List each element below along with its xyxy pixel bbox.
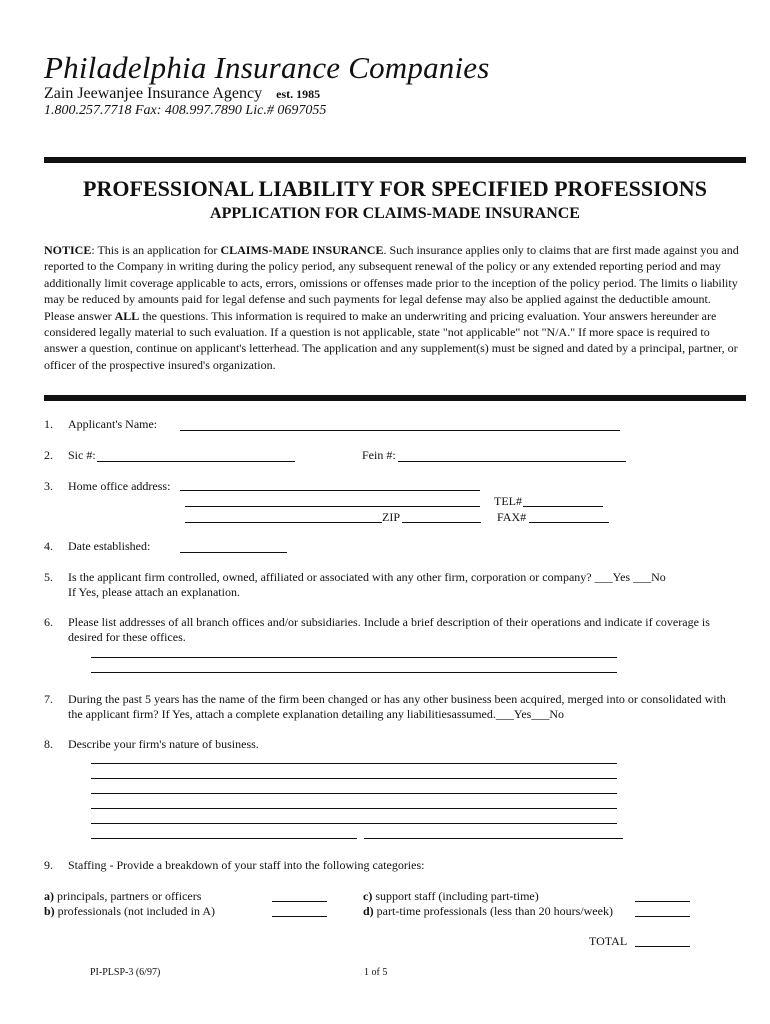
document-title: PROFESSIONAL LIABILITY FOR SPECIFIED PROFESSIONS: [83, 176, 707, 201]
staff-c-field[interactable]: [635, 901, 690, 902]
q4-number: 4.: [44, 539, 53, 553]
q6-text: Please list addresses of all branch offices and/or subsidiaries. Include a brief description of their operations and indicate if coverage is: [68, 615, 710, 629]
staff-a-text: principals, partners or officers: [54, 889, 202, 903]
staff-b-field[interactable]: [272, 916, 327, 917]
total-field[interactable]: [635, 946, 690, 947]
branch-offices-line-1[interactable]: [91, 657, 617, 658]
agency-line: [44, 85, 320, 103]
city-state-field[interactable]: [185, 522, 382, 523]
fax-label: FAX#: [497, 510, 527, 524]
q2-number: 2.: [44, 448, 53, 462]
notice-text-c: Please answer: [44, 308, 115, 323]
tel-field[interactable]: [523, 506, 603, 507]
staff-d-key: d): [363, 904, 374, 918]
notice-paragraph-2: [44, 308, 744, 374]
notice-text-a: : This is an application for: [91, 243, 221, 257]
zip-field[interactable]: [402, 522, 481, 523]
q4-label: Date established:: [68, 539, 151, 553]
established-label: est. 1985: [276, 87, 321, 101]
q3-label: Home office address:: [68, 479, 171, 493]
applicant-name-field[interactable]: [180, 430, 620, 431]
q8-number: 8.: [44, 737, 53, 751]
q6-text-2: desired for these offices.: [68, 630, 186, 644]
top-divider: [44, 157, 746, 163]
date-established-field[interactable]: [180, 552, 287, 553]
q5-text: Is the applicant firm controlled, owned, affiliated or associated with any other firm, corporation or company? ___Yes ___No: [68, 570, 666, 584]
document-subtitle: APPLICATION FOR CLAIMS-MADE INSURANCE: [210, 205, 580, 222]
contact-line: 1.800.257.7718 Fax: 408.997.7890 Lic.# 0697055: [44, 103, 327, 118]
fein-field[interactable]: [398, 461, 626, 462]
business-nature-line-6a[interactable]: [91, 838, 357, 839]
staff-c-text: support staff (including part-time): [372, 889, 539, 903]
sic-field[interactable]: [97, 461, 295, 462]
page-number: 1 of 5: [364, 967, 388, 978]
tel-label: TEL#: [494, 494, 522, 508]
form-id: PI-PLSP-3 (6/97): [90, 967, 161, 978]
business-nature-line-2[interactable]: [91, 778, 617, 779]
notice-label: NOTICE: [44, 243, 92, 257]
business-nature-line-5[interactable]: [91, 823, 617, 824]
staff-b-text: professionals (not included in A): [54, 904, 215, 918]
branch-offices-line-2[interactable]: [91, 672, 617, 673]
notice-text-b: . Such insurance applies only to claims that are first made against you and reported to the Company in writing during the policy period, any subsequent renewal of the policy or any extended reporting period and may additionally limit coverage applicable to acts, errors, omissions or offenses made prior to the inception of the policy period. The limits o liability may be reduced by amounts paid for legal defense and such payments for legal defense may also be applied against the deductible amount.: [44, 243, 739, 307]
q5-text-2: If Yes, please attach an explanation.: [68, 585, 240, 599]
q1-label: Applicant's Name:: [68, 417, 158, 431]
agency-name: Zain Jeewanjee Insurance Agency: [44, 85, 263, 102]
staff-a-field[interactable]: [272, 901, 327, 902]
staff-b-key: b): [44, 904, 55, 918]
notice-divider: [44, 395, 746, 401]
total-label: TOTAL: [589, 934, 628, 948]
address-line-1-field[interactable]: [180, 490, 480, 491]
q6-number: 6.: [44, 615, 53, 629]
q8-text: Describe your firm's nature of business.: [68, 737, 259, 751]
q5-number: 5.: [44, 570, 53, 584]
fax-field[interactable]: [529, 522, 609, 523]
staff-c-label: [363, 889, 539, 904]
staff-c-key: c): [363, 889, 373, 903]
address-line-2-field[interactable]: [185, 506, 480, 507]
staff-b-label: [44, 904, 215, 919]
staff-a-label: [44, 889, 201, 904]
staff-d-label: [363, 904, 613, 919]
notice-all: ALL: [114, 308, 140, 323]
staff-a-key: a): [44, 889, 54, 903]
notice-claims-made: CLAIMS-MADE INSURANCE: [220, 243, 384, 257]
q3-number: 3.: [44, 479, 53, 493]
business-nature-line-6b[interactable]: [364, 838, 623, 839]
staff-d-text: part-time professionals (less than 20 hours/week): [373, 904, 613, 918]
business-nature-line-4[interactable]: [91, 808, 617, 809]
q7-text-2: the applicant firm? If Yes, attach a complete explanation detailing any liabilitiesassumed.___Yes___No: [68, 707, 564, 721]
staff-d-field[interactable]: [635, 916, 690, 917]
q1-number: 1.: [44, 417, 53, 431]
notice-block: [44, 242, 744, 373]
q2-label: Sic #:: [68, 448, 96, 462]
notice-text-d: the questions. This information is required to make an underwriting and pricing evaluation. Your answers hereunder are considered legally material to such evaluation. If a question is not applicable, state "not applicable" not "N/A." If more space is required to answer a question, continue on applicant's letterhead. The application and any supplement(s) must be signed and dated by a principal, partner, or officer of the prospective insured's organization.: [44, 308, 738, 372]
q7-number: 7.: [44, 692, 53, 706]
fein-label: Fein #:: [362, 448, 396, 462]
q7-text: During the past 5 years has the name of the firm been changed or has any other business been acquired, merged into or consolidated with: [68, 692, 726, 706]
business-nature-line-1[interactable]: [91, 763, 617, 764]
business-nature-line-3[interactable]: [91, 793, 617, 794]
company-name: Philadelphia Insurance Companies: [44, 50, 490, 85]
zip-label: ZIP: [382, 510, 400, 524]
q9-number: 9.: [44, 858, 53, 872]
q9-text: Staffing - Provide a breakdown of your staff into the following categories:: [68, 858, 425, 872]
notice-paragraph-1: [44, 242, 744, 308]
